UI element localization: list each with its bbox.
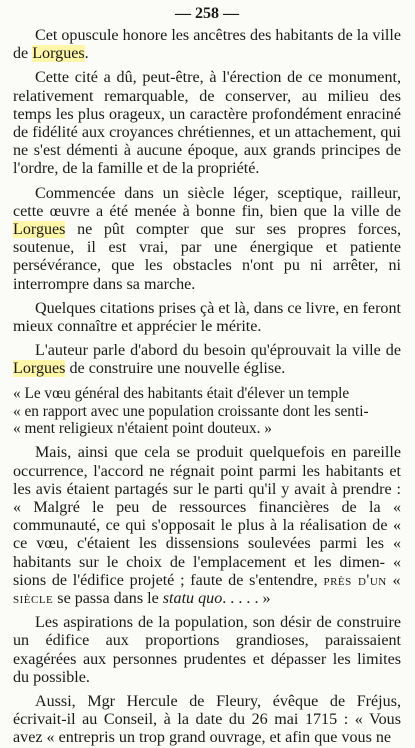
paragraph-p3 [13, 185, 401, 294]
paragraph-mais [13, 444, 401, 608]
paragraph-p1 [13, 27, 401, 63]
paragraph-text: L'auteur parle d'abord du besoin qu'éprouvait la ville de [35, 342, 401, 360]
paragraph-text: Cette cité a dû, peut-être, à l'érection de ce monument, relativement remarquable, de conserver, au milieu des temps les plus orageux, un caractère profondément enraciné de fidélité aux croyances chrétiennes, et un attachement, qui ne s'est démenti à aucune époque, aux grands principes de l'ordre, de la famille et de la propriété. [13, 69, 401, 178]
paragraph-text: ne pût compter que sur ses propres forces, soutenue, il est vrai, par une énergique et patiente persévérance, que les obstacles n'ont pu ni arrêter, ni interrompre dans sa marche. [13, 221, 401, 293]
paragraph-text: Cet opuscule honore les ancêtres des habitants de la ville de [13, 27, 402, 63]
paragraph-p5 [13, 342, 401, 378]
paragraph-aspirations: Les aspirations de la population, son désir de construire un édifice aux proportions grandioses, paraissaient exagérées aux personnes prudentes et dépasser les limites du possible. [13, 614, 401, 686]
italic-text: statu quo [162, 590, 223, 607]
smallcaps-text: « siècle [13, 571, 402, 607]
paragraph-p4 [13, 300, 401, 336]
opening-paragraphs [13, 27, 401, 379]
paragraph-p2 [13, 69, 401, 178]
quotation-line: « ment religieux n'étaient point douteux. » [13, 420, 272, 438]
page-number: — 258 — [175, 5, 239, 22]
paragraph-text: . . . . . » [222, 590, 271, 607]
paragraph-text: Quelques citations prises çà et là, dans ce livre, en feront mieux connaître et apprécier le mérite. [13, 299, 401, 336]
highlighted-term: Lorgues [32, 45, 85, 63]
paragraph-text: de construire une nouvelle église. [65, 360, 286, 378]
paragraph-text: Mais, ainsi que cela se produit quelquefois en pareille occurrence, l'accord ne régnait point parmi les habitants et les avis étaient partagés sur le parti qu'il y avait à prendre : « Malgré le peu de ressources financières de la « communauté, ce qui s'opposait le plus à la réalisation de « ce vœu, c'étaient les dissensions soulevées parmi les « habitants sur le choix de l'emplacement et les dimen- « sions de l'édifice projeté ; faute de s'entendre, [13, 444, 401, 589]
paragraph-text: Commencée dans un siècle léger, sceptique, railleur, cette œuvre a été menée à bonne fin, bien que la ville de [13, 184, 401, 220]
paragraph-text: se passa dans le [53, 590, 163, 607]
highlighted-term: Lorgues [13, 221, 66, 239]
quotation-line: « en rapport avec une population croissante dont les senti- [13, 402, 369, 420]
highlighted-term: Lorgues [13, 360, 66, 378]
quotation-line: « Le vœu général des habitants était d'élever un temple [13, 384, 350, 402]
quotation-block [13, 385, 401, 439]
smallcaps-text: près d'un [323, 571, 387, 589]
paragraph-text: . [84, 45, 89, 63]
paragraph-aussi: Aussi, Mgr Hercule de Fleury, évêque de Fréjus, écrivait-il au Conseil, à la date du 26 mai 1715 : « Vous avez « entrepris un trop grand ouvrage, et afin que vous ne [13, 693, 401, 747]
